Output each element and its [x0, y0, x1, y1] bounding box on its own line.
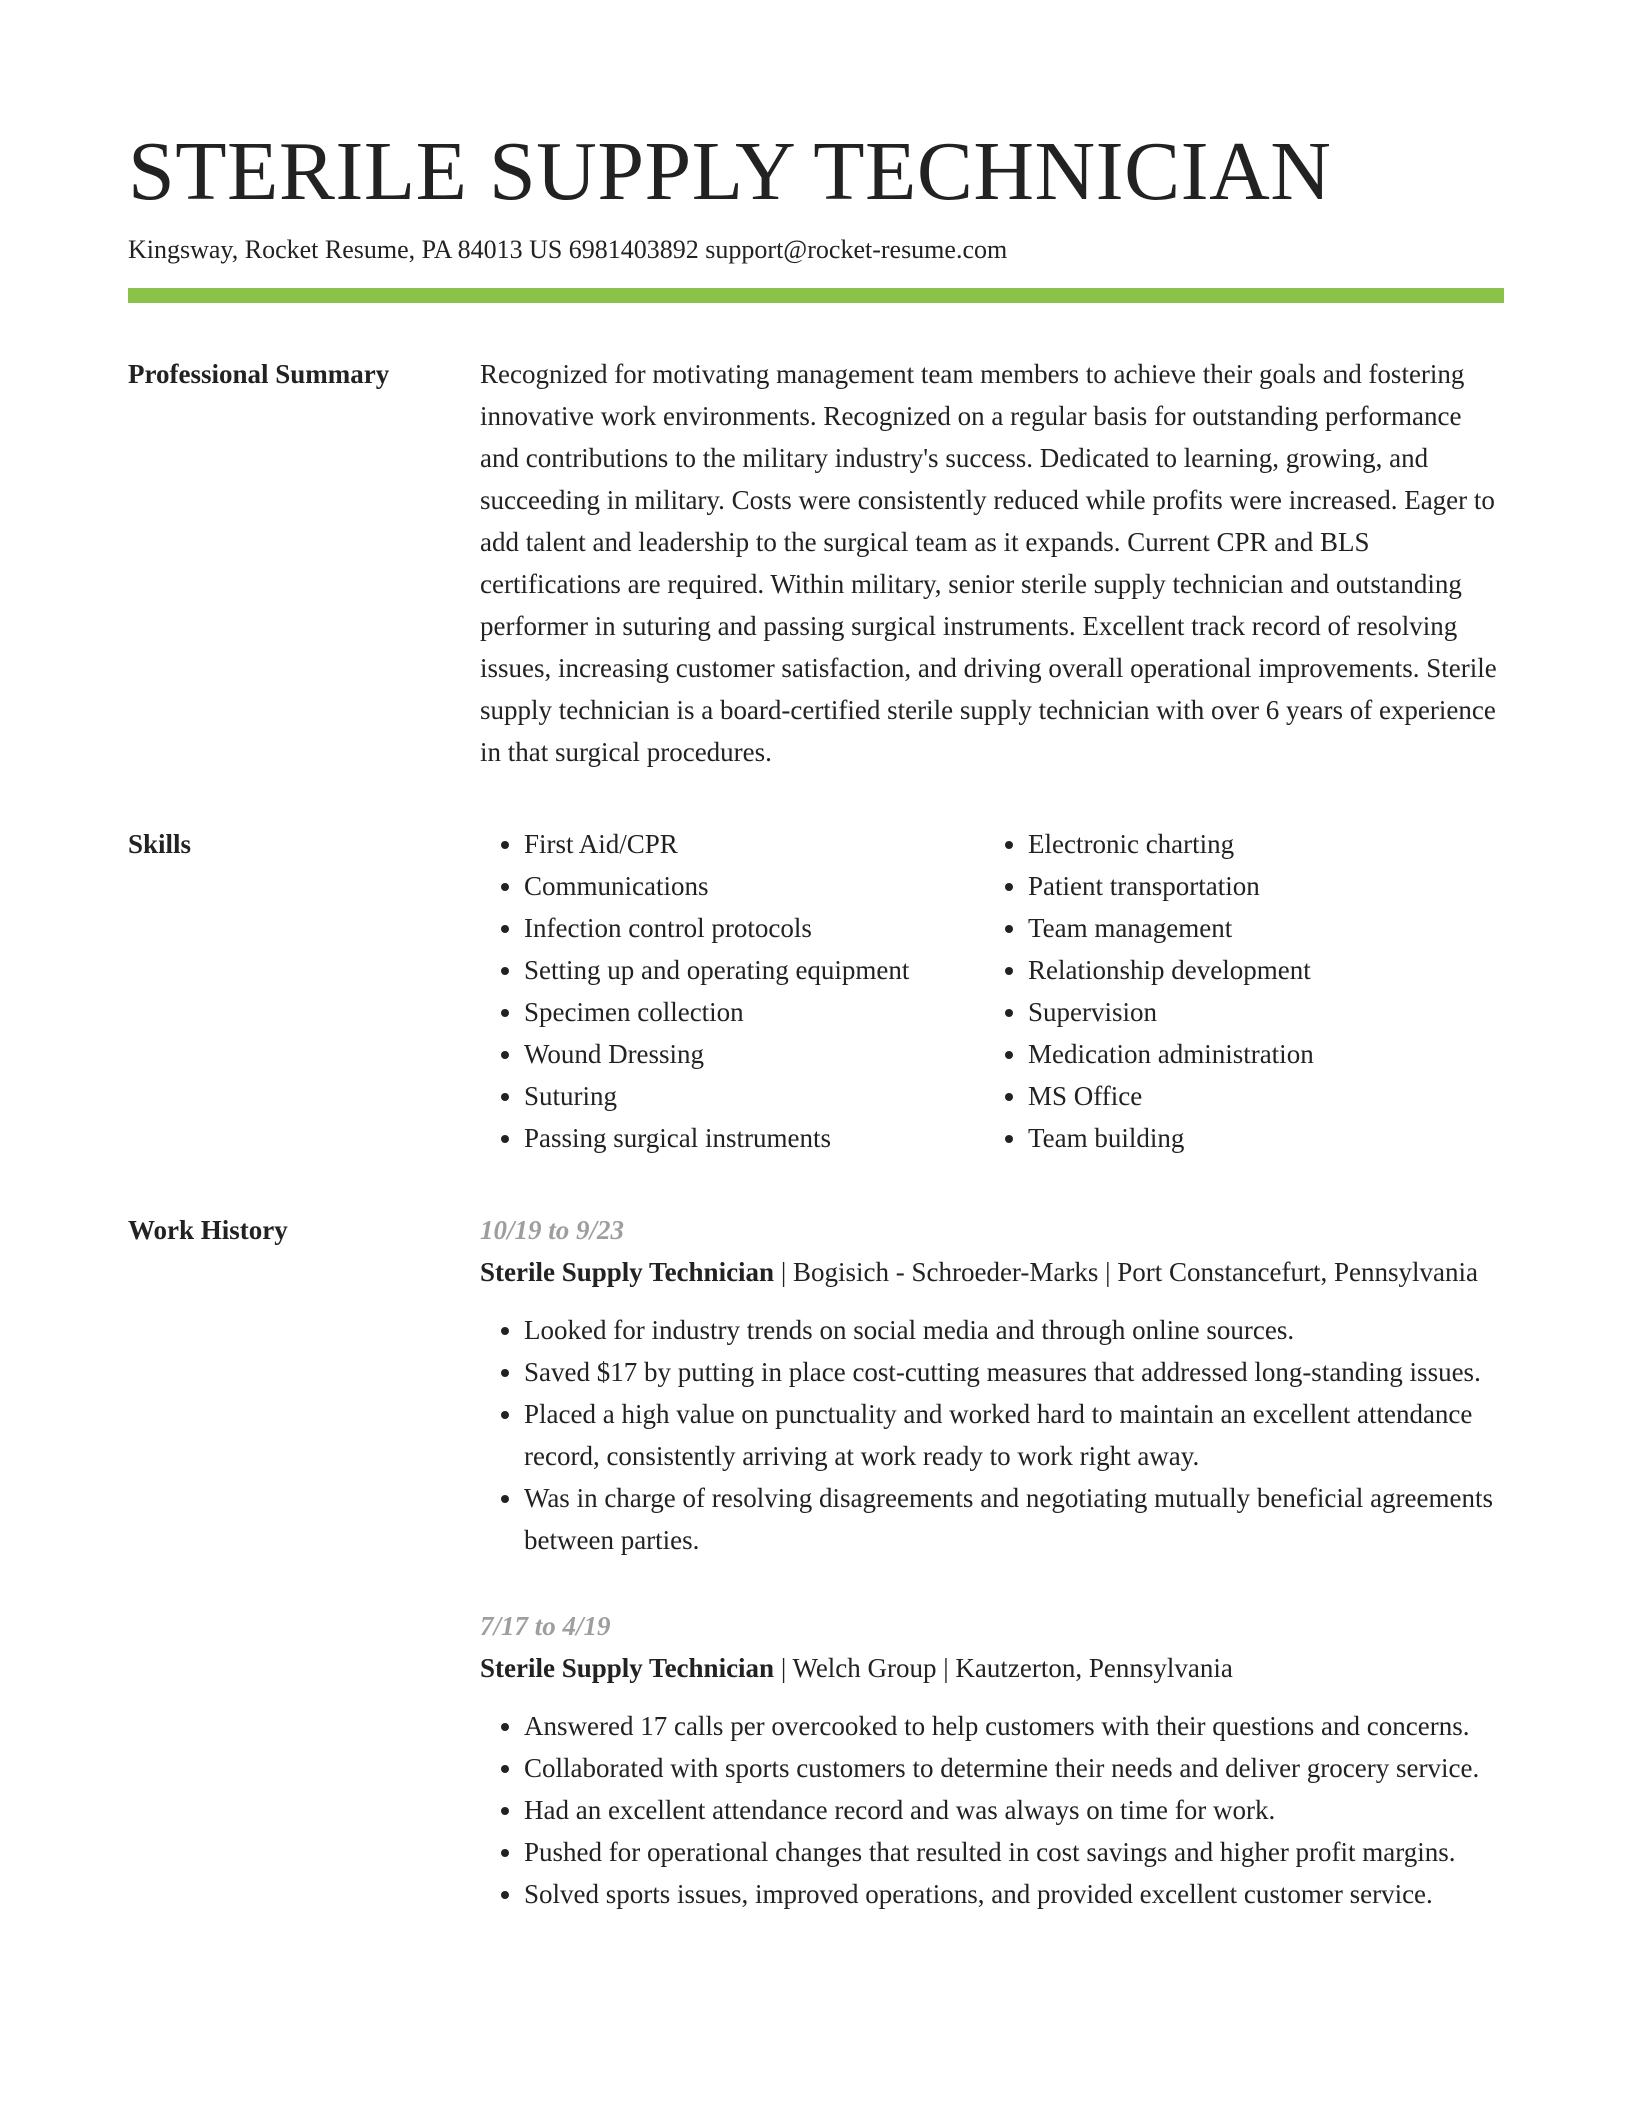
job-bullets — [480, 1309, 1504, 1561]
job-bullet: • Was in charge of resolving disagreements and negotiating mutually beneficial agreements between parties. — [524, 1477, 1504, 1561]
work-history-heading: Work History — [128, 1215, 288, 1245]
job-dates: 10/19 to 9/23 — [480, 1215, 625, 1245]
job-entry — [480, 1605, 1504, 1915]
skill-item: • Setting up and operating equipment — [524, 949, 984, 991]
skill-item: • Team building — [1028, 1117, 1504, 1159]
skill-item: • Supervision — [1028, 991, 1504, 1033]
summary-text: Recognized for motivating management team members to achieve their goals and fostering innovative work environments. Recognized on a regular basis for outstanding performance and contributions to the military industry's success. Dedicated to learning, growing, and succeeding in military. Costs were consistently reduced while profits were increased. Eager to add talent and leadership to the surgical team as it expands. Current CPR and BLS certifications are required. Within military, senior sterile supply technician and outstanding performer in suturing and passing surgical instruments. Excellent track record of resolving issues, increasing customer satisfaction, and driving overall operational improvements. Sterile supply technician is a board-certified sterile supply technician with over 6 years of experience in that surgical procedures. — [480, 359, 1497, 767]
resume-page — [128, 120, 1504, 1915]
skill-item: • Wound Dressing — [524, 1033, 984, 1075]
job-bullet: • Answered 17 calls per overcooked to help customers with their questions and concerns. — [524, 1705, 1504, 1747]
summary-heading: Professional Summary — [128, 359, 390, 389]
resume-title: STERILE SUPPLY TECHNICIAN — [128, 125, 1332, 218]
skill-item: • Infection control protocols — [524, 907, 984, 949]
job-employer-location: | Bogisich - Schroeder-Marks | Port Constancefurt, Pennsylvania — [774, 1257, 1478, 1287]
skill-item: • Electronic charting — [1028, 823, 1504, 865]
contact-line: Kingsway, Rocket Resume, PA 84013 US 6981403892 support@rocket-resume.com — [128, 235, 1008, 264]
job-title: Sterile Supply Technician — [480, 1257, 775, 1287]
job-bullet: • Collaborated with sports customers to determine their needs and deliver grocery service. — [524, 1747, 1504, 1789]
job-entry — [480, 1209, 1504, 1561]
summary-section — [128, 353, 1504, 773]
skill-item: • Specimen collection — [524, 991, 984, 1033]
skill-item: • Communications — [524, 865, 984, 907]
job-bullets — [480, 1705, 1504, 1915]
skills-column-1 — [480, 823, 984, 1159]
job-bullet: • Had an excellent attendance record and was always on time for work. — [524, 1789, 1504, 1831]
skills-heading: Skills — [128, 829, 192, 859]
job-bullet: • Placed a high value on punctuality and worked hard to maintain an excellent attendance record, consistently arriving at work ready to work right away. — [524, 1393, 1504, 1477]
job-employer-location: | Welch Group | Kautzerton, Pennsylvania — [774, 1653, 1233, 1683]
skills-list — [480, 823, 1504, 1159]
job-title: Sterile Supply Technician — [480, 1653, 775, 1683]
job-heading — [480, 1647, 1504, 1689]
job-bullet: • Pushed for operational changes that resulted in cost savings and higher profit margins. — [524, 1831, 1504, 1873]
skill-item: • Relationship development — [1028, 949, 1504, 991]
skill-item: • Passing surgical instruments — [524, 1117, 984, 1159]
job-heading — [480, 1251, 1504, 1293]
header-divider — [128, 288, 1504, 303]
job-bullet: • Solved sports issues, improved operations, and provided excellent customer service. — [524, 1873, 1504, 1915]
skill-item: • Team management — [1028, 907, 1504, 949]
work-history-body — [480, 1209, 1504, 1915]
skills-section — [128, 823, 1504, 1159]
skill-item: • MS Office — [1028, 1075, 1504, 1117]
job-dates: 7/17 to 4/19 — [480, 1611, 611, 1641]
skill-item: • Medication administration — [1028, 1033, 1504, 1075]
summary-body — [480, 353, 1504, 773]
job-bullet: • Saved $17 by putting in place cost-cutting measures that addressed long-standing issues. — [524, 1351, 1504, 1393]
skill-item: • Patient transportation — [1028, 865, 1504, 907]
skill-item: • First Aid/CPR — [524, 823, 984, 865]
skill-item: • Suturing — [524, 1075, 984, 1117]
skills-column-2 — [984, 823, 1504, 1159]
job-bullet: • Looked for industry trends on social media and through online sources. — [524, 1309, 1504, 1351]
work-history-section — [128, 1209, 1504, 1915]
